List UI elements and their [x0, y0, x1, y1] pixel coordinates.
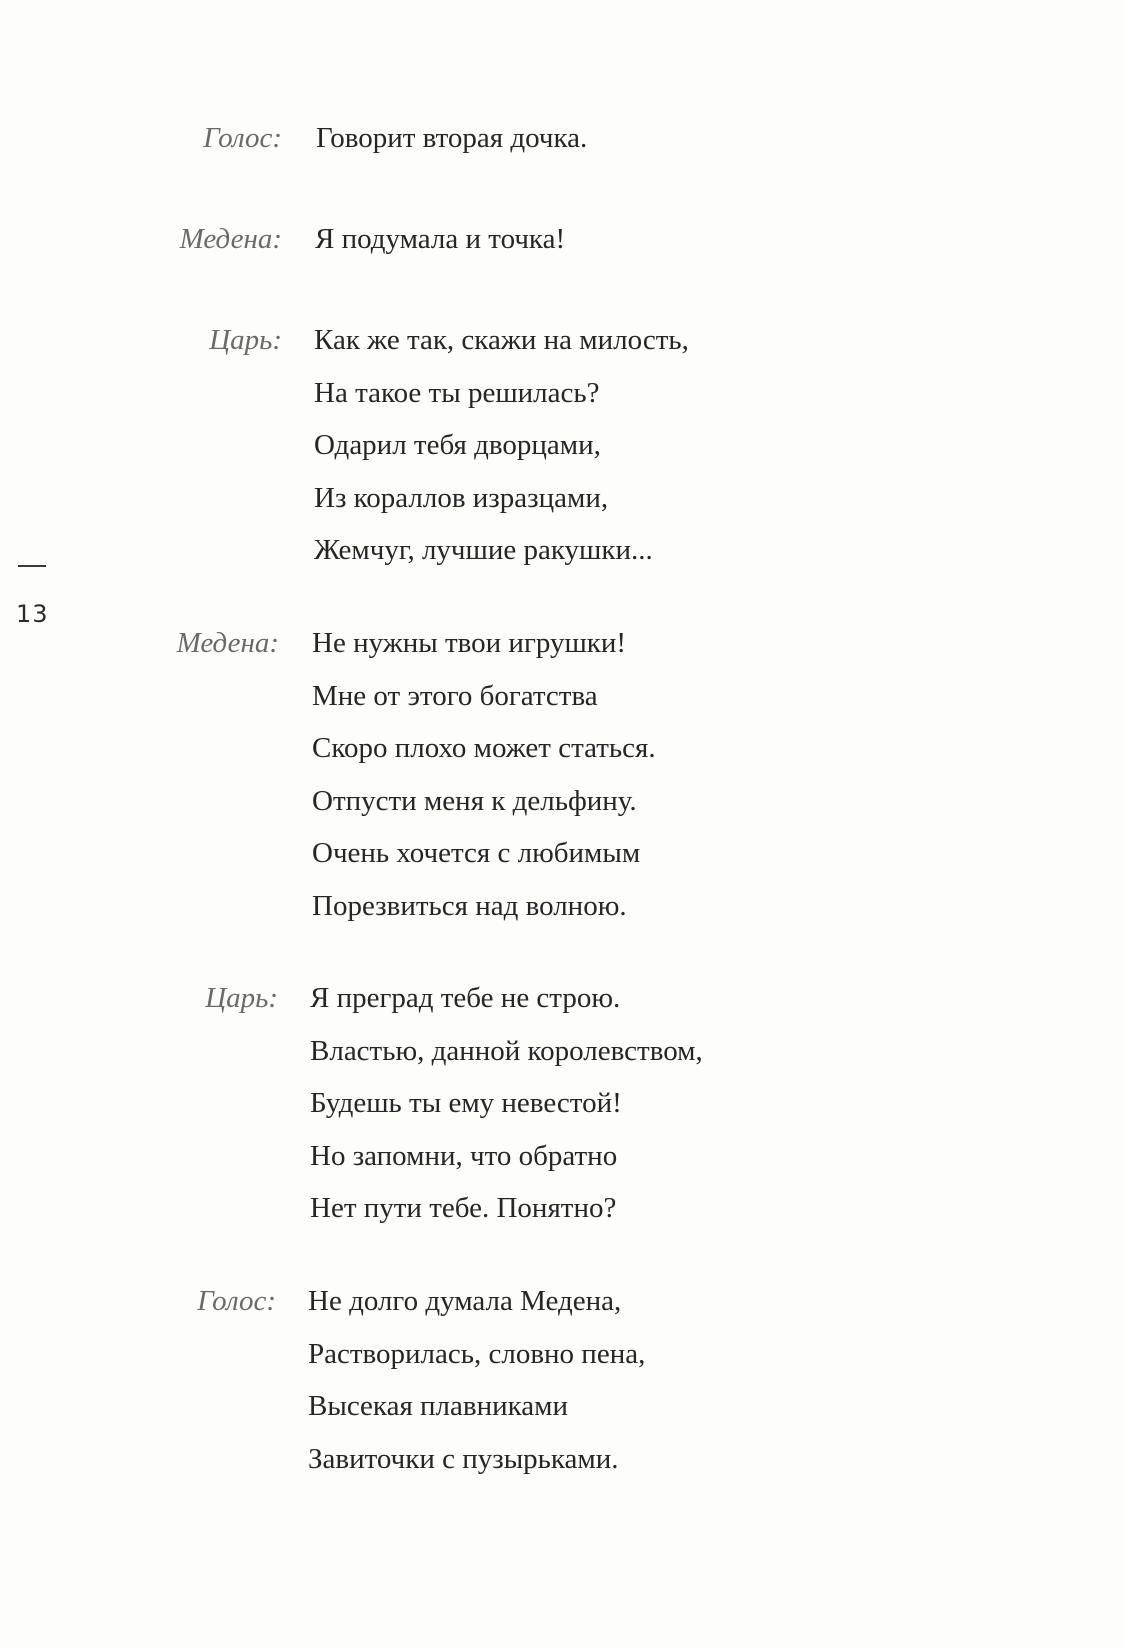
verse-lines	[314, 314, 689, 577]
verse-line: Порезвиться над волною.	[312, 889, 627, 922]
verse-lines	[310, 972, 703, 1235]
verse-line: Как же так, скажи на милость,	[314, 324, 689, 356]
verse-line: Одарил тебя дворцами,	[314, 429, 601, 462]
verse-line: Из кораллов изразцами,	[314, 481, 609, 514]
verse-lines	[312, 617, 656, 933]
verse-line: Очень хочется с любимым	[312, 837, 641, 870]
verse-line: Не нужны твои игрушки!	[312, 627, 627, 659]
verse-line: Растворилась, словно пена,	[308, 1337, 646, 1370]
speaker-label: Голос:	[203, 122, 282, 154]
verse-line: Жемчуг, лучшие ракушки...	[314, 534, 653, 567]
verse-line: Мне от этого богатства	[312, 679, 598, 712]
speaker-label: Царь:	[209, 324, 282, 356]
verse-line: Я преград тебе не строю.	[310, 982, 621, 1014]
speaker-label: Медена:	[176, 627, 279, 659]
verse-line: Нет пути тебе. Понятно?	[310, 1192, 617, 1225]
page-number: 13	[16, 600, 49, 628]
speaker-label: Медена:	[179, 223, 282, 255]
verse-line: Но запомни, что обратно	[310, 1139, 618, 1172]
verse-line: Не долго думала Медена,	[308, 1285, 622, 1317]
verse-lines	[316, 112, 587, 165]
verse-line: Скоро плохо может статься.	[312, 732, 656, 765]
margin-dash	[18, 565, 46, 567]
verse-line: Завиточки с пузырьками.	[308, 1442, 619, 1475]
verse-line: Я подумала и точка!	[315, 223, 566, 255]
speaker-label: Царь:	[205, 982, 278, 1014]
verse-line: Будешь ты ему невестой!	[310, 1087, 622, 1120]
verse-line: Высекая плавниками	[308, 1390, 569, 1423]
verse-lines	[315, 213, 565, 266]
verse-line: На такое ты решилась?	[314, 376, 600, 409]
verse-line: Отпусти меня к дельфину.	[312, 784, 637, 817]
verse-line: Властью, данной королевством,	[310, 1034, 703, 1067]
speaker-label: Голос:	[197, 1285, 276, 1317]
verse-line: Говорит вторая дочка.	[316, 122, 588, 154]
verse-lines	[308, 1275, 645, 1485]
